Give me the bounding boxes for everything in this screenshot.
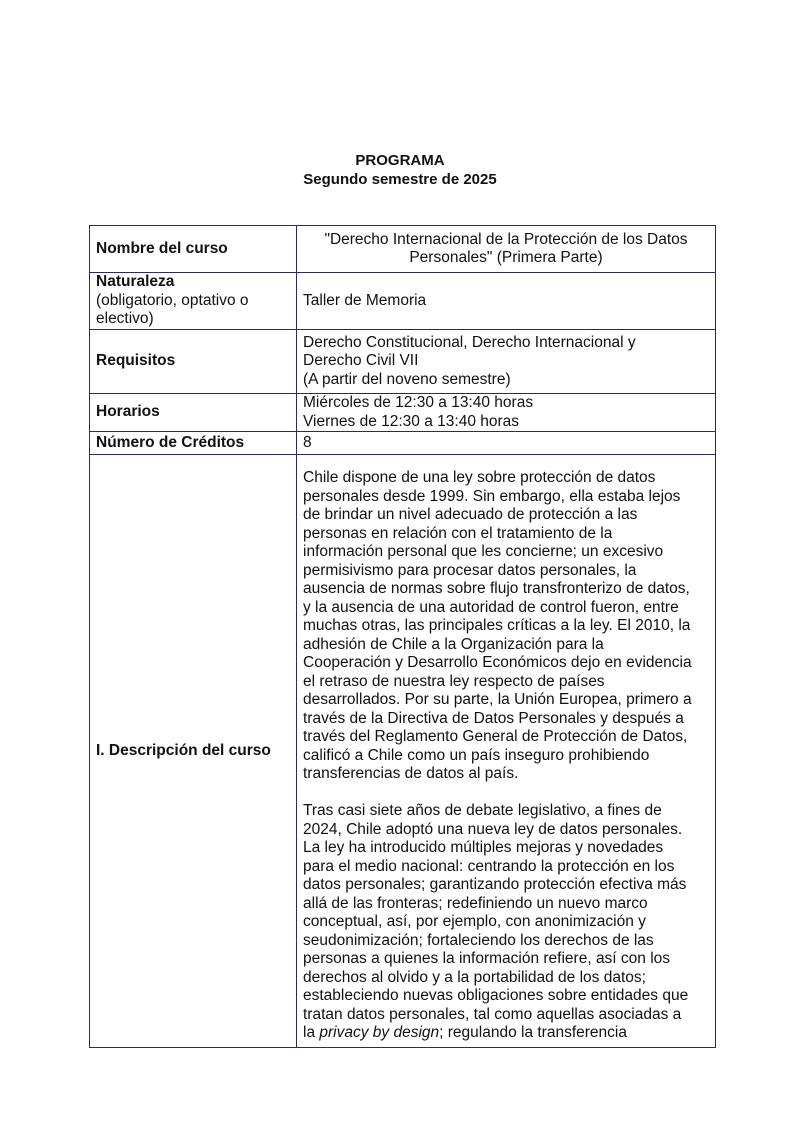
- label-nombre: Nombre del curso: [90, 226, 297, 273]
- description-line: Chile dispone de una ley sobre protección de datos: [303, 469, 656, 486]
- italic-term: privacy by design: [319, 1024, 440, 1041]
- description-line: personas en relación con el tratamiento de la: [303, 524, 613, 542]
- value-creditos: 8: [297, 432, 716, 455]
- description-line: muchas otras, las principales críticas a la ley. El 2010, la: [303, 617, 691, 634]
- label-naturaleza: Naturaleza: [96, 273, 175, 291]
- description-line: La ley ha introducido múltiples mejoras y novedades: [303, 839, 664, 856]
- value-line: Miércoles de 12:30 a 13:40 horas: [303, 394, 534, 411]
- description-line: permisivismo para procesar datos personales, la: [303, 561, 637, 579]
- description-line: ausencia de normas sobre flujo transfronterizo de datos,: [303, 580, 690, 597]
- description-line: adhesión de Chile a la Organización para la: [303, 635, 604, 653]
- document-title: [0, 151, 800, 189]
- label-requisitos: Requisitos: [90, 330, 297, 394]
- value-line: (A partir del noveno semestre): [303, 370, 511, 388]
- description-line: allá de las fronteras; redefiniendo un nuevo marco: [303, 894, 648, 912]
- description-line: [303, 1024, 709, 1043]
- description-line: datos personales; garantizando protección efectiva más: [303, 876, 687, 893]
- label-creditos: Número de Créditos: [90, 432, 297, 455]
- value-requisitos: [297, 330, 716, 394]
- row-naturaleza: [90, 273, 716, 330]
- description-paragraph: [303, 802, 709, 1043]
- row-horarios: [90, 394, 716, 432]
- description-line: transferencias de datos al país.: [303, 765, 519, 782]
- description-line: tratan datos personales, tal como aquellas asociadas a: [303, 1005, 682, 1023]
- description-line: información personal que les concierne; un excesivo: [303, 543, 664, 560]
- description-line: para el medio nacional: centrando la protección en los: [303, 857, 675, 875]
- text-segment: la: [303, 1024, 320, 1041]
- description-line: estableciendo nuevas obligaciones sobre entidades que: [303, 987, 689, 1004]
- value-line: Derecho Constitucional, Derecho Internacional y: [303, 333, 636, 351]
- description-line: personales desde 1999. Sin embargo, ella estaba lejos: [303, 487, 681, 505]
- description-line: Cooperación y Desarrollo Económicos dejo en evidencia: [303, 654, 692, 671]
- value-horarios: [297, 394, 716, 432]
- description-line: Tras casi siete años de debate legislativo, a fines de: [303, 802, 662, 819]
- row-descripcion: [90, 455, 716, 1048]
- row-creditos: [90, 432, 716, 455]
- description-line: personas a quienes la información refiere, así con los: [303, 950, 671, 967]
- description-line: derechos al olvido y a la portabilidad de los datos;: [303, 968, 646, 986]
- value-nombre: [297, 226, 716, 273]
- description-line: calificó a Chile como un país inseguro prohibiendo: [303, 746, 650, 764]
- value-line: "Derecho Internacional de la Protección de los Datos: [324, 230, 688, 248]
- label-note: electivo): [96, 310, 154, 328]
- label-horarios: Horarios: [90, 394, 297, 432]
- value-line: Viernes de 12:30 a 13:40 horas: [303, 412, 520, 430]
- description-line: través del Reglamento General de Protección de Datos,: [303, 728, 688, 745]
- row-nombre: [90, 226, 716, 273]
- title-programa: PROGRAMA: [355, 152, 445, 169]
- value-line: Derecho Civil VII: [303, 352, 419, 370]
- value-naturaleza: Taller de Memoria: [297, 273, 716, 330]
- value-descripcion: [297, 455, 716, 1048]
- description-line: desarrollados. Por su parte, la Unión Europea, primero a: [303, 691, 692, 708]
- description-line: seudonimización; fortaleciendo los derechos de las: [303, 931, 654, 949]
- description-line: 2024, Chile adoptó una nueva ley de datos personales.: [303, 820, 683, 838]
- description-line: conceptual, así, por ejemplo, con anonimización y: [303, 913, 646, 930]
- description-line: y la ausencia de una autoridad de control fueron, entre: [303, 598, 679, 616]
- text-segment: ; regulando la transferencia: [439, 1024, 627, 1041]
- description-line: el retraso de nuestra ley respecto de países: [303, 672, 605, 690]
- title-semester: Segundo semestre de 2025: [303, 171, 497, 188]
- label-note: (obligatorio, optativo o: [96, 291, 249, 309]
- description-line: de brindar un nivel adecuado de protección a las: [303, 506, 638, 523]
- description-line: través de la Directiva de Datos Personales y después a: [303, 709, 684, 727]
- label-descripcion: I. Descripción del curso: [90, 455, 297, 1048]
- row-requisitos: [90, 330, 716, 394]
- course-table: [89, 225, 716, 1048]
- value-line: Personales" (Primera Parte): [409, 249, 603, 266]
- label-naturaleza-cell: [90, 273, 297, 330]
- description-paragraph: [303, 469, 709, 784]
